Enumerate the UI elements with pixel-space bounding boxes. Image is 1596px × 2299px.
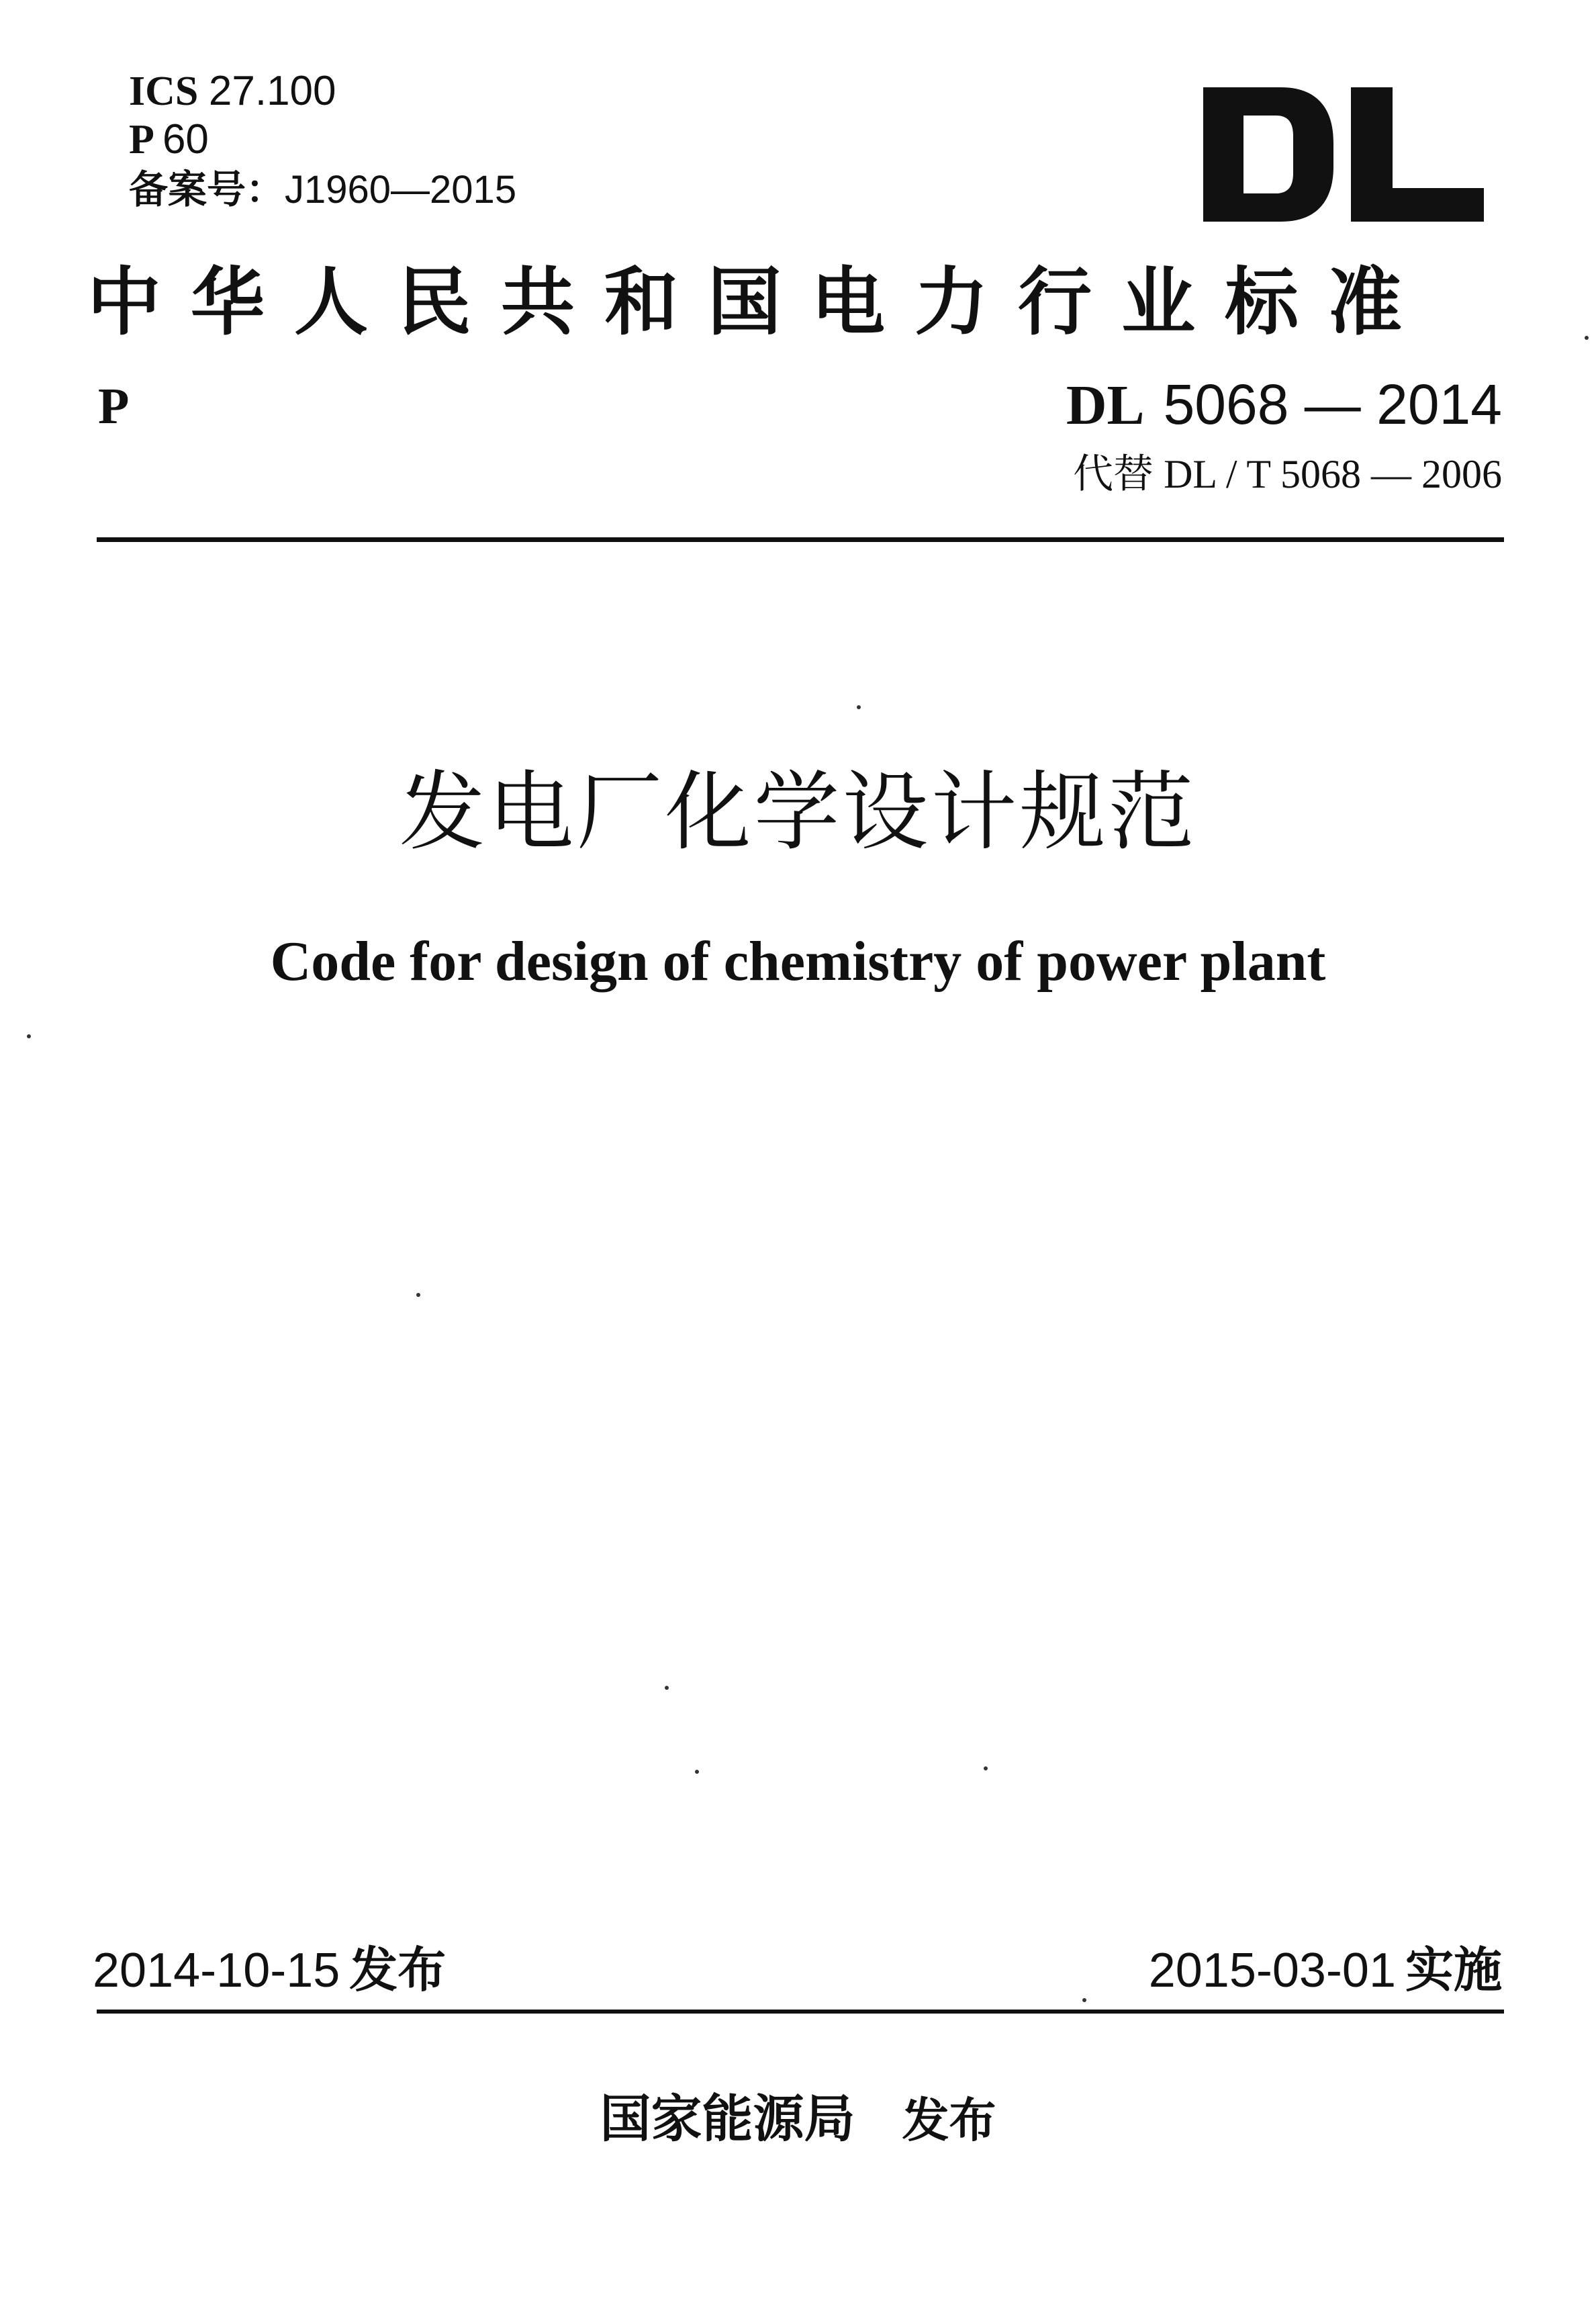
scan-speck	[857, 705, 861, 709]
category-classification	[129, 116, 209, 164]
category-code: 60	[162, 116, 209, 163]
header-divider	[97, 537, 1504, 542]
scan-speck	[416, 1293, 420, 1297]
replaced-standard: 代替 DL / T 5068 — 2006	[1073, 452, 1502, 496]
category-label: P	[129, 117, 152, 163]
footer-divider	[97, 2010, 1504, 2014]
scan-speck	[984, 1766, 988, 1770]
ics-code: 27.100	[208, 68, 336, 114]
record-label: 备案号：	[129, 167, 285, 212]
document-title-chinese: 发电厂化学设计规范	[399, 762, 1197, 862]
standard-number-value: 5068 — 2014	[1163, 373, 1502, 436]
scan-speck	[695, 1770, 699, 1774]
publisher-action: 发布	[902, 2093, 996, 2148]
ics-label: ICS	[129, 69, 199, 114]
standard-number	[1066, 371, 1502, 439]
standard-prefix: DL	[1066, 374, 1145, 437]
issue-date-line	[93, 1941, 446, 1999]
scan-speck	[27, 1034, 31, 1038]
scan-speck	[665, 1686, 669, 1690]
effective-date: 2015-03-01	[1148, 1944, 1396, 1997]
ics-classification	[129, 67, 336, 116]
record-number: J1960—2015	[285, 168, 517, 212]
publisher-line	[0, 2089, 1596, 2151]
publisher-name: 国家能源局	[600, 2089, 855, 2149]
scan-speck	[1082, 1998, 1086, 2002]
effective-label: 实施	[1405, 1942, 1502, 1998]
issue-label: 发布	[349, 1942, 447, 1998]
standard-category: P	[98, 378, 130, 435]
record-number-line	[129, 165, 516, 214]
document-title-english: Code for design of chemistry of power plant	[270, 930, 1326, 993]
industry-standard-title: 中华人民共和国电力行业标准	[87, 259, 1431, 345]
scan-speck	[1585, 336, 1589, 340]
effective-date-line	[1149, 1941, 1502, 1999]
issue-date: 2014-10-15	[93, 1944, 340, 1997]
dl-logo	[1202, 87, 1484, 222]
